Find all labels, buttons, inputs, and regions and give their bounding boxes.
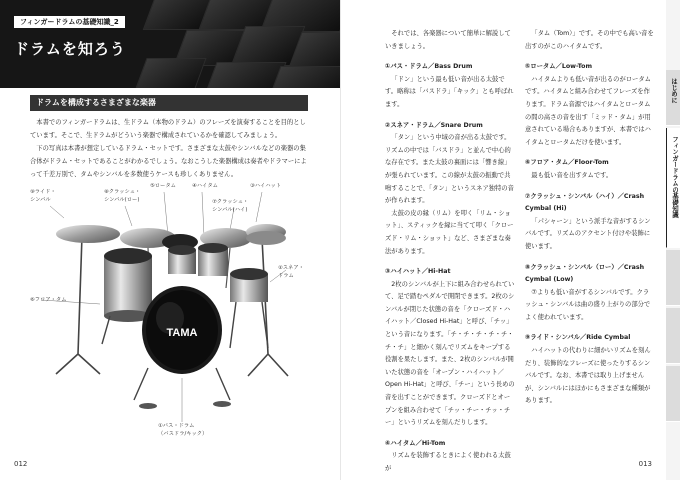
right-page xyxy=(340,0,680,480)
instrument-heading: ⑧クラッシュ・シンバル（ロー）／Crash Cymbal (Low) xyxy=(525,263,645,284)
instrument-heading: ⑨ライド・シンバル／Ride Cymbal xyxy=(525,334,631,342)
body-paragraph: ハイハットの代わりに細かいリズムを刻んだり、装飾的なフレーズに使ったりするシンバルです。なお、本書では取り上げませんが、シンバルにはほかにもさまざまな種類があります。 xyxy=(525,347,651,405)
body-paragraph: ⑦よりも低い音がするシンバルです。クラッシュ・シンバルは曲の盛り上がりの部分でよく使われています。 xyxy=(525,288,651,321)
instrument-heading: ①バス・ドラム／Bass Drum xyxy=(385,63,473,71)
body-paragraph: 最も低い音を出すタムです。 xyxy=(531,171,613,179)
label-hi-hat: ③ハイハット xyxy=(250,183,282,189)
spacer xyxy=(385,53,515,61)
page-number-right: 013 xyxy=(638,460,652,468)
body-paragraph: 「タム（Tom）」です。その中でも高い音を出すのがこのハイタムです。 xyxy=(525,30,654,50)
body-paragraph: リズムを装飾するときによく使われる太鼓が xyxy=(385,452,511,472)
label-floor-tom: ⑥フロア・タム xyxy=(30,297,67,303)
body-paragraph: 「パシャーン」という派手な音がするシンバルです。リズムのアクセント付けや装飾に使います。 xyxy=(525,217,651,250)
tab-4[interactable] xyxy=(666,308,680,364)
page-number-left: 012 xyxy=(14,460,28,468)
label-hi-tom: ④ハイタム xyxy=(192,183,218,189)
text-column-2 xyxy=(525,28,655,408)
instrument-heading: ④ハイタム／Hi-Tom xyxy=(385,439,446,447)
tab-3[interactable] xyxy=(666,250,680,306)
intro-paragraph: 下の写真は本書が想定しているドラム・セットです。さまざまな太鼓やシンバルなどの楽器の集合体がドラム・セットであることがわかるでしょう。なおこうした楽器構成は奏者やドラマーによって千差万別で、タムやシンバルを多数使うケースも珍しくありません。 xyxy=(30,145,307,178)
drum-kit-figure xyxy=(30,178,310,446)
text-column-1 xyxy=(385,28,515,476)
spacer xyxy=(385,258,515,266)
tab-5[interactable] xyxy=(666,366,680,422)
label-crash-low: ⑧クラッシュ・ シンバル(ロー) xyxy=(104,189,141,203)
instrument-heading: ③ハイハット／Hi-Hat xyxy=(385,268,451,276)
body-paragraph: 2枚のシンバルが上下に組み合わせられていて、足で踏むペダルで開閉できます。2枚のシンバルが閉じた状態の音を「クローズド・ハイハット／Closed Hi-Hat」と呼び、「チッ」という音になります。「チ・チ・チ・チ・チ・チ・チ」と細かく刻んでリズムをキープする役割を果たします。また、2枚のシンバルが開いた状態の音を「オープン・ハイハット／Open Hi-Hat」と呼び、「チー」という長めの音を出すことができます。クローズドとオープンを組み合わせて「チッ・チー・チッ・チー」というリズムを刻んだりします。 xyxy=(385,280,515,427)
spacer xyxy=(525,53,655,61)
spacer xyxy=(525,254,655,262)
brand-logo: TAMA xyxy=(166,327,198,339)
chapter-header-band xyxy=(0,0,340,88)
drum-kit-illustration xyxy=(30,178,310,446)
tab-basics-label: フィンガードラムの基礎知識 xyxy=(671,136,678,218)
spacer xyxy=(525,149,655,157)
body-paragraph: ハイタムよりも低い音が出るのがロータムです。ハイタムと組み合わせてフレーズを作ります。ドラム音源ではハイタムとロータムの間の高さの音を出す「ミッド・タム」が用意されている場合もありますが、本書ではハイタムとロータムだけを使います。 xyxy=(525,75,651,146)
tab-intro[interactable] xyxy=(666,70,680,126)
tab-intro-label: はじめに xyxy=(670,78,677,104)
chapter-tabs xyxy=(666,0,680,480)
intro-paragraph: 本書でのフィンガードラムは、生ドラム（本物のドラム）のフレーズを演奏することを目的としています。そこで、生ドラムがどういう楽器で構成されているかを確認してみましょう。 xyxy=(30,119,306,139)
chapter-title: ドラムを知ろう xyxy=(14,40,126,58)
instrument-heading: ⑤ロータム／Low-Tom xyxy=(525,63,593,71)
label-crash-high: ⑦クラッシュ・ シンバル(ハイ) xyxy=(212,199,249,213)
instrument-heading: ⑦クラッシュ・シンバル（ハイ）／Crash Cymbal (Hi) xyxy=(525,192,645,213)
spacer xyxy=(525,183,655,191)
spacer xyxy=(385,112,515,120)
instrument-heading: ②スネア・ドラム／Snare Drum xyxy=(385,121,483,129)
section-heading: ドラムを構成するさまざまな楽器 xyxy=(30,95,308,111)
instrument-heading: ⑥フロア・タム／Floor-Tom xyxy=(525,159,609,167)
label-ride-cymbal: ⑨ライド・ シンバル xyxy=(30,189,56,203)
intro-text xyxy=(30,116,308,181)
body-paragraph: 「タン」という中域の音が出る太鼓です。リズムの中では「バスドラ」と並んで中心的な存在です。また太鼓の裏面には「響き線」が張られています。この線が太鼓の振動で共鳴することで、「タン」というスネア独特の音が作られます。 xyxy=(385,134,514,205)
spacer xyxy=(385,430,515,438)
tab-finger-drum-basics[interactable] xyxy=(666,128,680,248)
label-snare-drum: ②スネア・ ドラム xyxy=(278,265,304,279)
label-low-tom: ⑤ロータム xyxy=(150,183,176,189)
series-label: フィンガードラムの基礎知識_2 xyxy=(14,16,125,28)
body-paragraph: それでは、各楽器について簡単に解説していきましょう。 xyxy=(385,30,511,50)
body-paragraph: 太鼓の皮の縁（リム）を叩く「リム・ショット」、スティックを縁に当てて叩く「クローズド・リム・ショット」など、さまざまな奏法があります。 xyxy=(385,209,514,255)
body-paragraph: 「ドン」という最も低い音が出る太鼓です。略称は「バスドラ」「キック」とも呼ばれます。 xyxy=(385,75,514,108)
label-bass-drum: ①バス・ドラム （バスドラ/キック） xyxy=(158,423,208,437)
spacer xyxy=(525,324,655,332)
